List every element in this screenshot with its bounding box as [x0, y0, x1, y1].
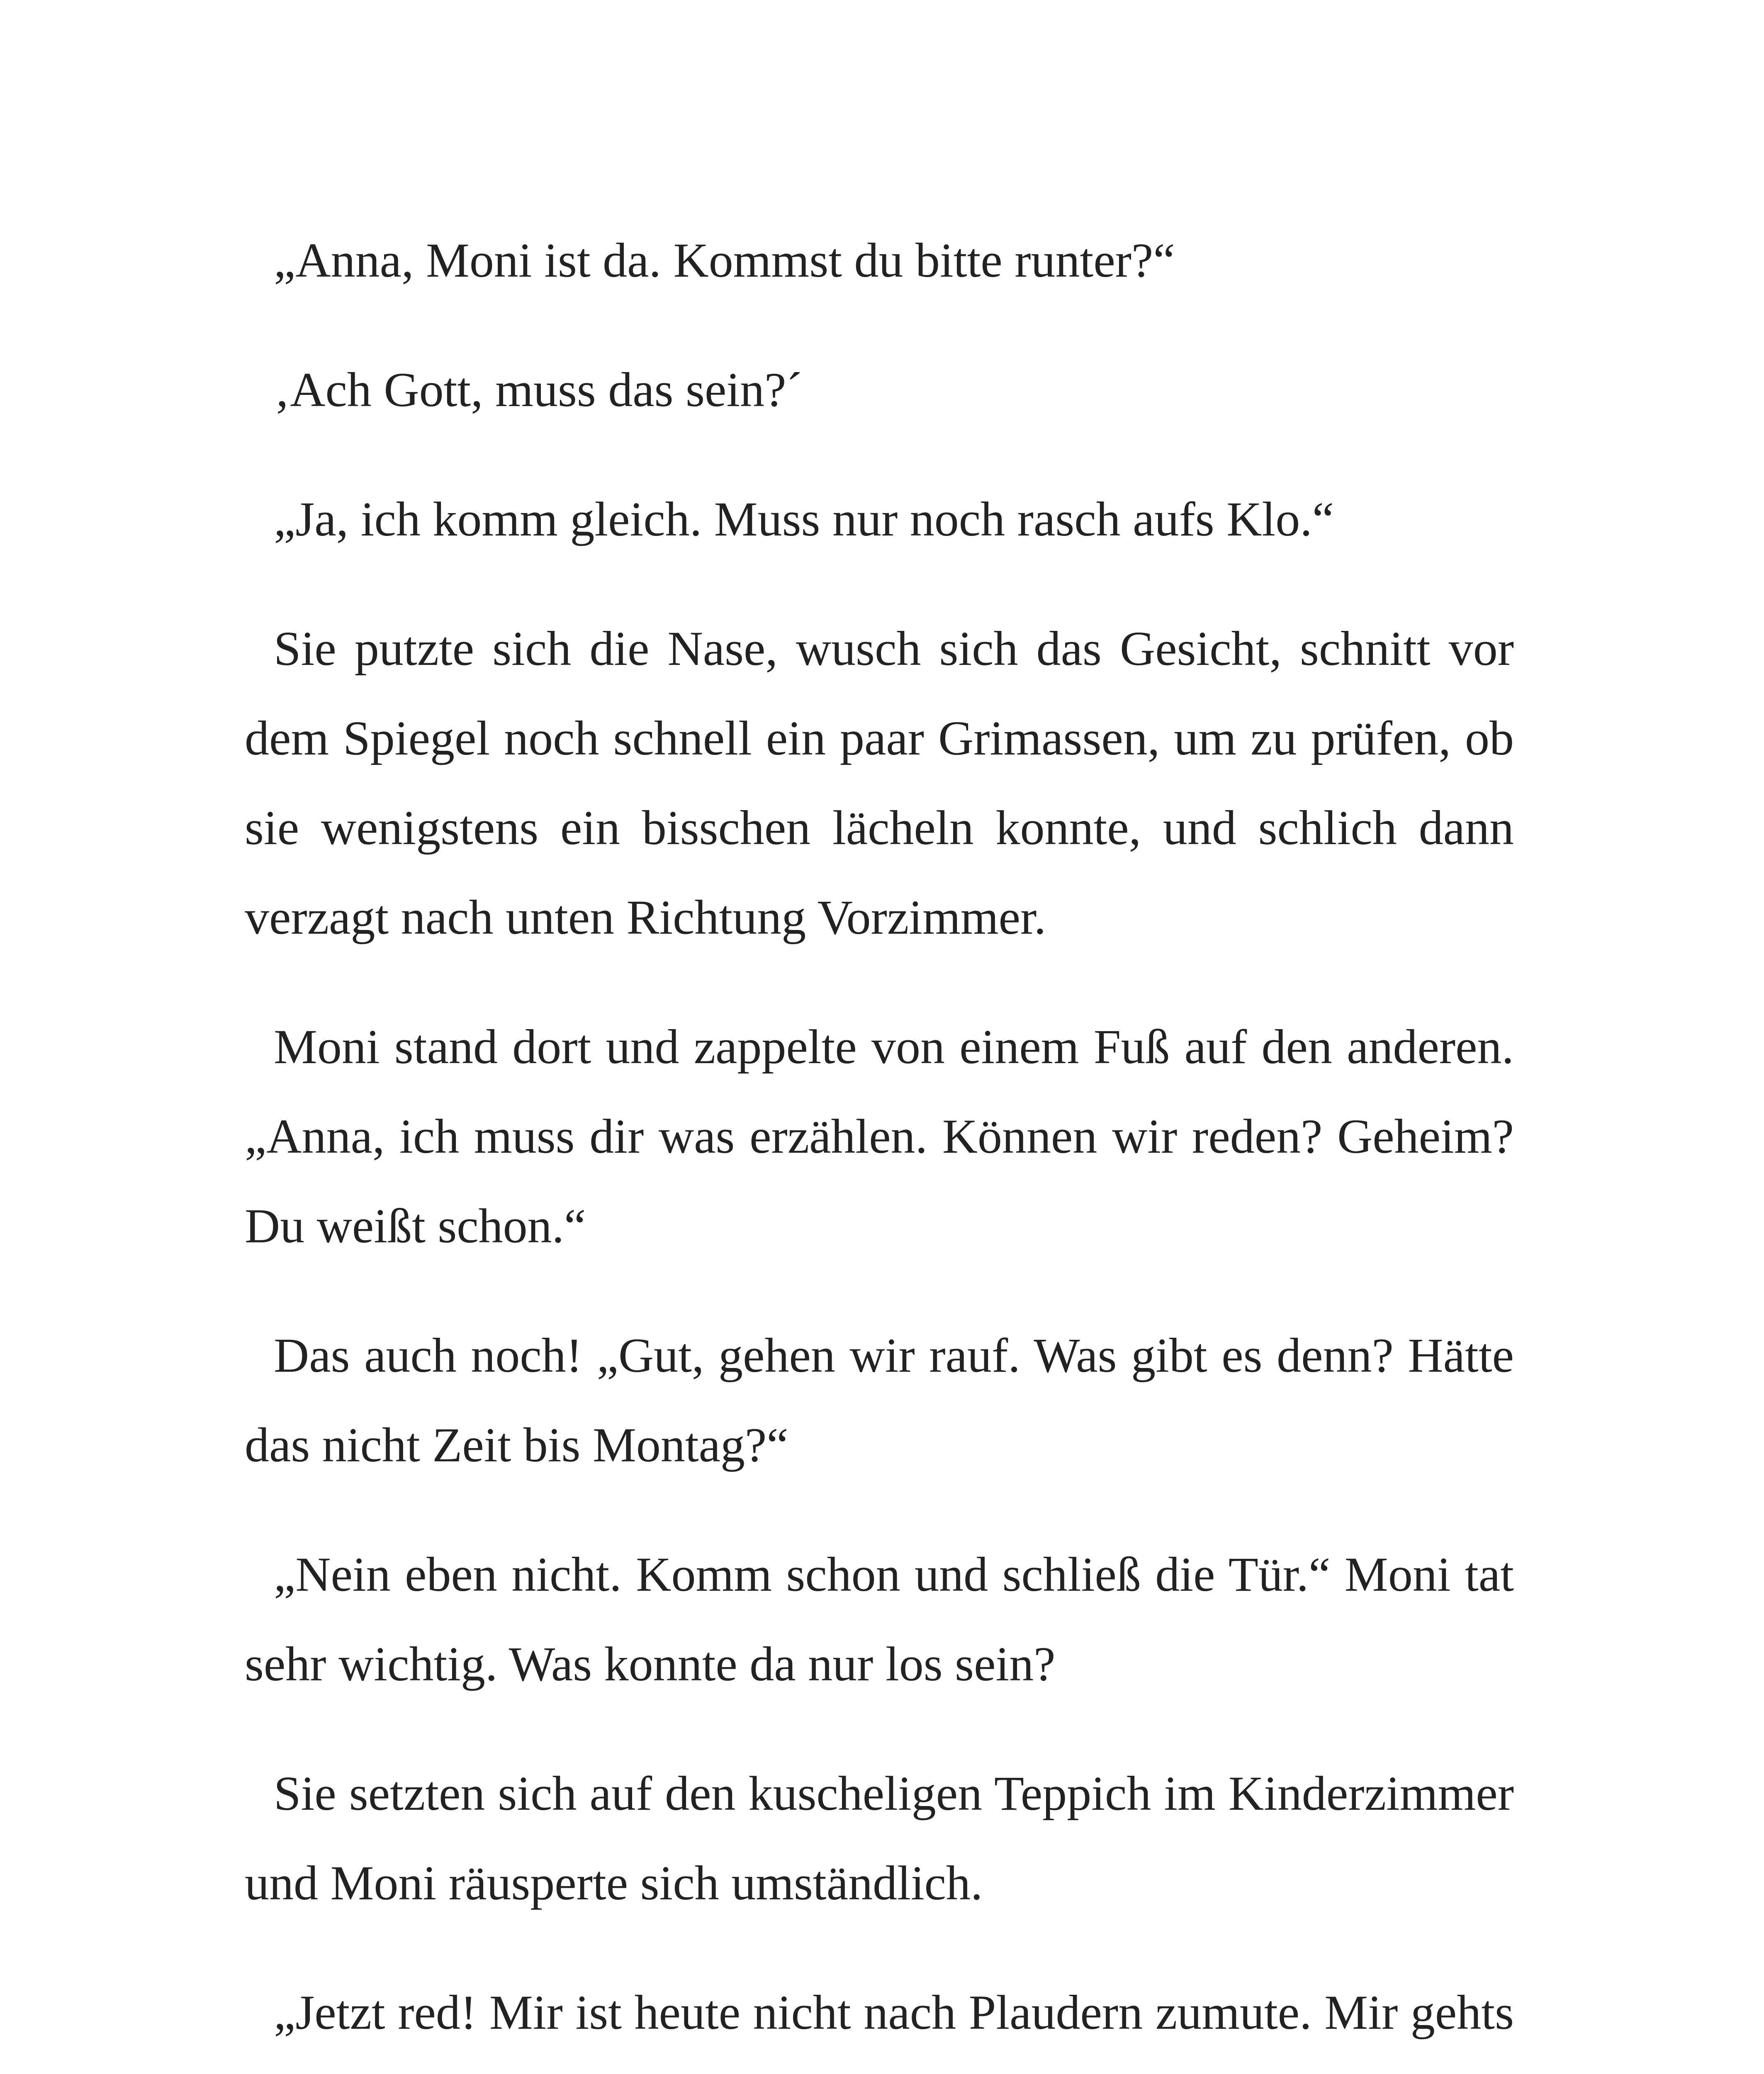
paragraph-3: „Ja, ich komm gleich. Muss nur noch rasch aufs Klo.“ — [274, 492, 1334, 546]
paragraph-9: „Jetzt red! Mir ist heute nicht nach Plaudern zumute. Mir gehts — [274, 1985, 1514, 2040]
paragraph-1: „Anna, Moni ist da. Kommst du bitte runter?“ — [274, 233, 1175, 287]
body-text — [245, 216, 1514, 2074]
paragraph-6: Das auch noch! „Gut, gehen wir rauf. Was gibt es denn? Hätte das nicht Zeit bis Montag?“ — [245, 1328, 1514, 1472]
paragraph-4: Sie putzte sich die Nase, wusch sich das Gesicht, schnitt vor dem Spiegel noch schnell ein paar Grimassen, um zu prüfen, ob sie wenigstens ein bisschen lächeln konnte, und schlich dann verzagt nach unten Richtung Vorzimmer. — [245, 621, 1514, 944]
paragraph-8: Sie setzten sich auf den kuscheligen Teppich im Kinderzimmer und Moni räusperte sich umständlich. — [245, 1766, 1514, 1910]
paragraph-5: Moni stand dort und zappelte von einem Fuß auf den anderen. „Anna, ich muss dir was erzählen. Können wir reden? Geheim? Du weißt schon.“ — [245, 1020, 1514, 1253]
paragraph-7: „Nein eben nicht. Komm schon und schließ die Tür.“ Moni tat sehr wichtig. Was konnte da nur los sein? — [245, 1547, 1514, 1691]
paragraph-2: ‚Ach Gott, muss das sein?´ — [274, 363, 803, 417]
